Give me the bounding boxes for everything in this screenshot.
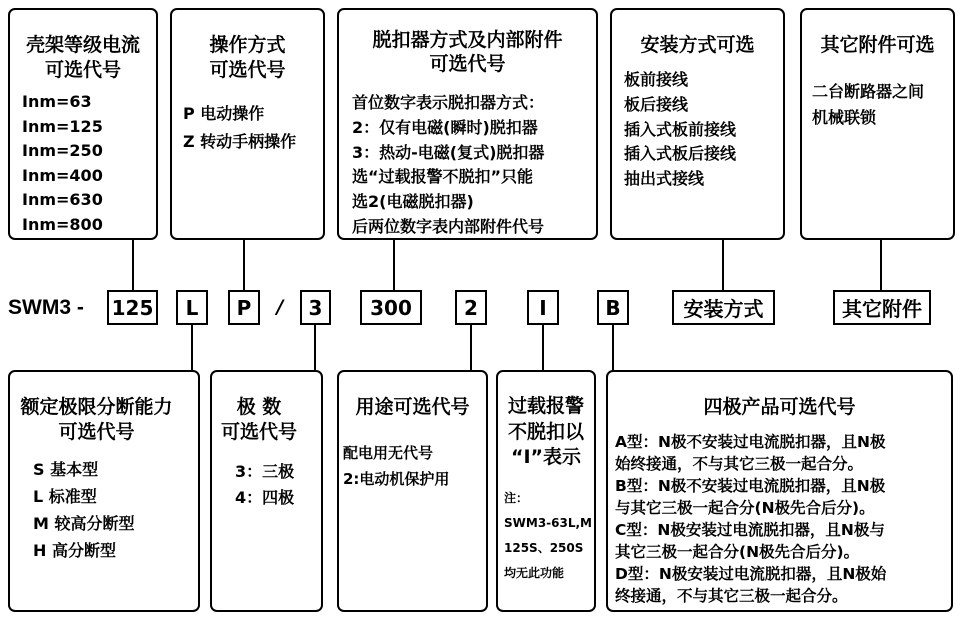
frame-current-options-box [8,8,158,240]
breaking-capacity-options-box [8,370,200,612]
list-item: 选“过载报警不脱扣”只能 [352,167,534,187]
other-accessories-options-box [800,8,955,240]
note-line: 125S、250S [504,541,584,556]
title-line: 脱扣器方式及内部附件 [372,29,563,51]
title-line: 壳架等级电流 [25,34,140,56]
list-item: 始终接通，不与其它三极一起合分。 [615,455,864,473]
four-pole-list [615,431,951,607]
usage-options-box [337,370,488,612]
list-item: 板前接线 [624,70,689,89]
connector-line [542,325,544,370]
list-item: 3：三极 [235,462,295,481]
list-item: 与其它三极一起合分(N极先合后分)。 [615,499,875,517]
list-item: 选2(电磁脱扣器) [352,192,474,212]
code-release: 300 [360,290,422,325]
title-line: 可选代号 [58,421,135,443]
list-item: 后两位数字表内部附件代号 [352,216,545,236]
list-item: H 高分断型 [33,541,116,560]
list-item: M 较高分断型 [33,514,135,533]
overload-note [504,486,594,587]
list-item: B型：N极不安装过电流脱扣器，且N极 [615,477,886,495]
title-line: 可选代号 [220,421,297,443]
connector-line [393,240,395,290]
list-item: P 电动操作 [183,104,265,123]
list-item: Inm=630 [22,190,103,209]
code-breaking-capacity: L [176,290,208,325]
other-accessories-list [812,79,953,131]
list-item: L 标准型 [33,487,97,506]
frame-current-title [22,33,156,83]
code-operation: P [228,290,260,325]
list-item: D型：N极安装过电流脱扣器，且N极始 [615,565,887,583]
list-item: Inm=800 [22,214,103,234]
note-line: SWM3-63L,M [504,515,592,530]
connector-line [880,240,882,290]
list-item: Inm=400 [22,165,103,185]
list-item: Z 转动手柄操作 [183,132,297,151]
note-line: 注： [504,490,529,505]
list-item: A型：N极不安装过电流脱扣器，且N极 [615,433,886,451]
usage-title: 用途可选代号 [355,396,470,418]
list-item: 4：四极 [235,488,295,507]
connector-line [191,325,193,370]
poles-list [235,459,321,511]
mounting-list [624,68,783,192]
frame-current-list [22,90,156,237]
connector-line [243,240,245,290]
other-accessories-title: 其它附件可选 [820,34,935,56]
title-line: 额定极限分断能力 [20,396,173,418]
connector-line [132,240,134,290]
list-item: 抽出式接线 [624,169,705,189]
four-pole-title: 四极产品可选代号 [703,396,856,418]
operation-list [183,100,323,156]
code-poles: 3 [300,290,331,325]
breaking-capacity-list [33,456,198,564]
connector-line [314,325,316,370]
list-item: 板后接线 [624,94,689,114]
code-other-accessories: 其它附件 [833,290,931,325]
list-item: 首位数字表示脱扣器方式： [352,93,545,112]
list-item: 配电用无代号 [343,444,434,462]
title-line: “I”表示 [510,446,582,468]
title-line: 可选代号 [429,53,506,75]
code-four-pole: B [597,290,629,325]
list-item: 插入式板后接线 [624,144,737,164]
title-line: 极 数 [236,396,282,418]
title-line: 不脱扣以 [507,420,584,443]
release-title [352,28,596,76]
poles-title [220,395,321,445]
usage-list [343,440,486,492]
connector-line [470,325,472,370]
list-item: S 基本型 [33,460,99,479]
mounting-options-box [610,8,785,240]
breaking-capacity-title [18,395,198,445]
model-prefix: SWM3 - [8,296,84,319]
mounting-title: 安装方式可选 [640,34,755,56]
list-item: Inm=125 [22,116,103,136]
list-item: 终接通，不与其它三极一起合分。 [615,587,848,605]
poles-options-box [210,370,323,612]
list-item: 机械联锁 [812,108,877,127]
code-separator: / [276,296,284,318]
release-list [352,91,596,240]
title-line: 可选代号 [209,59,286,81]
code-overload: I [527,290,559,325]
list-item: 二台断路器之间 [812,82,925,101]
list-item: Inm=250 [22,141,103,160]
connector-line [612,325,614,370]
four-pole-options-box [606,370,953,612]
note-line: 均无此功能 [504,566,565,581]
code-frame-current: 125 [107,290,158,325]
list-item: 3：热动-电磁(复式)脱扣器 [352,142,545,162]
release-options-box [337,8,598,240]
list-item: 2:电动机保护用 [343,470,450,488]
title-line: 操作方式 [209,34,286,56]
title-line: 可选代号 [44,59,121,81]
operation-title [183,33,323,83]
code-mounting: 安装方式 [672,290,775,325]
overload-title [504,394,594,471]
list-item: C型：N极安装过电流脱扣器，且N极与 [615,521,885,539]
operation-options-box [170,8,325,240]
list-item: 插入式板前接线 [624,119,737,139]
overload-options-box [496,370,596,612]
list-item: 2：仅有电磁(瞬时)脱扣器 [352,117,538,137]
title-line: 过载报警 [507,395,584,417]
list-item: Inm=63 [22,92,92,111]
list-item: 其它三极一起合分(N极先合后分)。 [615,543,860,561]
connector-line [722,240,724,290]
code-usage: 2 [455,290,487,325]
